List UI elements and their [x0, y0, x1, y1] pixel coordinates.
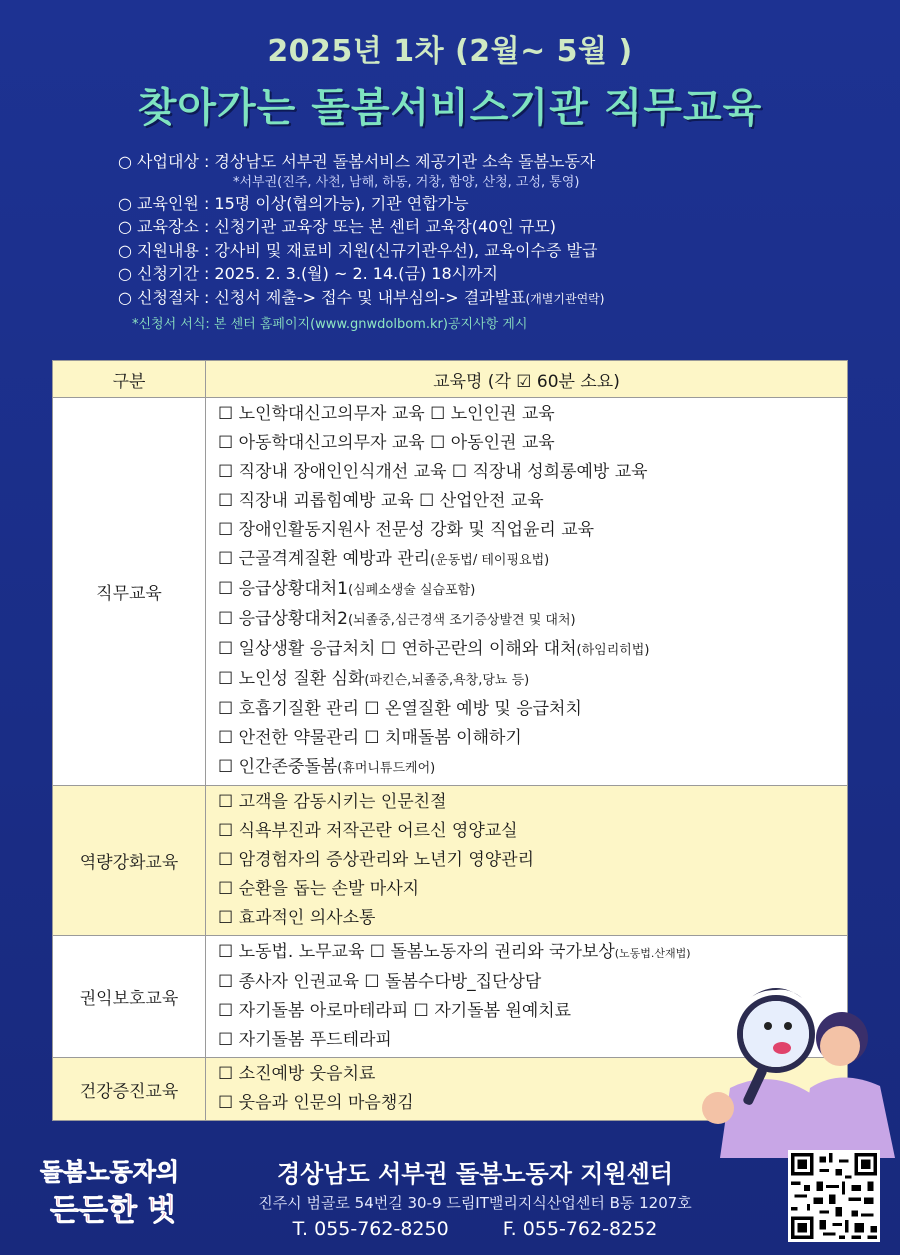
item-text: ☐ 근골격계질환 예방과 관리	[218, 549, 431, 569]
table-header-row	[53, 361, 848, 398]
item-text: ☐ 노동법. 노무교육 ☐ 돌봄노동자의 권리와 국가보상	[218, 942, 615, 962]
poster-subtitle: 2025년 1차 (2월~ 5월 )	[267, 34, 633, 69]
item-text: ☐ 응급상황대처2	[218, 609, 348, 629]
item-text: ☐ 응급상황대처1	[218, 579, 348, 599]
list-item	[218, 753, 847, 783]
list-item: ☐ 종사자 인권교육 ☐ 돌봄수다방_집단상담	[218, 972, 542, 992]
item-note: (뇌졸중,심근경색 조기증상발견 및 대처)	[348, 613, 576, 628]
item-text: ☐ 인간존중돌봄	[218, 757, 338, 777]
header-course: 교육명 (각 ☑ 60분 소요)	[206, 361, 848, 398]
footer-fax: F. 055-762-8252	[502, 1218, 658, 1240]
list-item	[218, 605, 847, 635]
footer-address: 진주시 범골로 54번길 30-9 드림IT밸리지식산업센터 B동 1207호	[258, 1194, 692, 1212]
info-target-note: *서부권(진주, 사천, 남해, 하동, 거창, 함양, 산청, 고성, 통영)	[233, 174, 580, 190]
list-item	[218, 665, 847, 695]
items-capacity	[206, 786, 848, 936]
list-item: ☐ 호흡기질환 관리 ☐ 온열질환 예방 및 응급처치	[218, 699, 582, 719]
logo-artwork	[32, 1140, 182, 1240]
item-note: (운동법/ 테이핑요법)	[430, 553, 550, 568]
qr-code-icon[interactable]	[788, 1150, 880, 1242]
form-note: *신청서 서식: 본 센터 홈페이지(www.gnwdolbom.kr)공지사항 게시	[132, 317, 528, 332]
info-people: ○ 교육인원 : 15명 이상(협의가능), 기관 연합가능	[118, 193, 469, 213]
center-logo	[32, 1140, 182, 1240]
list-item: ☐ 장애인활동지원사 전문성 강화 및 직업윤리 교육	[218, 520, 595, 540]
footer-tel: T. 055-762-8250	[292, 1218, 449, 1240]
list-item: ☐ 직장내 장애인인식개선 교육 ☐ 직장내 성희롱예방 교육	[218, 462, 648, 482]
list-item	[218, 545, 847, 575]
list-item	[218, 635, 847, 665]
logo-line1: 돌봄노동자의	[40, 1157, 180, 1186]
list-item	[218, 575, 847, 605]
info-procedure-note: (개별기관연락)	[525, 291, 605, 306]
list-item: ☐ 고객을 감동시키는 인문친절	[218, 792, 447, 812]
list-item	[218, 938, 847, 968]
logo-line2: 든든한 벗	[50, 1193, 177, 1228]
list-item: ☐ 웃음과 인문의 마음챙김	[218, 1093, 414, 1113]
footer-org: 경상남도 서부권 돌봄노동자 지원센터	[276, 1160, 673, 1188]
list-item: ☐ 암경험자의 증상관리와 노년기 영양관리	[218, 850, 535, 870]
list-item: ☐ 안전한 약물관리 ☐ 치매돌봄 이해하기	[218, 728, 522, 748]
info-target: ○ 사업대상 : 경상남도 서부권 돌봄서비스 제공기관 소속 돌봄노동자	[118, 152, 596, 171]
header-category: 구분	[53, 361, 206, 398]
list-item: ☐ 식욕부진과 저작곤란 어르신 영양교실	[218, 821, 518, 841]
item-note: (휴머니튜드케어)	[337, 761, 436, 776]
info-procedure	[118, 286, 878, 312]
list-item: ☐ 자기돌봄 푸드테라피	[218, 1030, 392, 1050]
info-procedure-text: ○ 신청절차 : 신청서 제출-> 접수 및 내부심의-> 결과발표	[118, 287, 526, 307]
category-health: 건강증진교육	[53, 1058, 206, 1121]
category-capacity: 역량강화교육	[53, 786, 206, 936]
item-note: (노동법.산재법)	[614, 947, 691, 960]
list-item: ☐ 아동학대신고의무자 교육 ☐ 아동인권 교육	[218, 433, 555, 453]
items-job	[206, 398, 848, 786]
section-job	[53, 398, 848, 786]
list-item: ☐ 자기돌봄 아로마테라피 ☐ 자기돌봄 원예치료	[218, 1001, 572, 1021]
list-item: ☐ 노인학대신고의무자 교육 ☐ 노인인권 교육	[218, 404, 555, 424]
footer-contact	[190, 1218, 760, 1240]
item-text: ☐ 노인성 질환 심화	[218, 669, 365, 689]
magnifier-person-illustration	[690, 968, 895, 1158]
section-capacity	[53, 786, 848, 936]
list-item: ☐ 직장내 괴롭힘예방 교육 ☐ 산업안전 교육	[218, 491, 544, 511]
item-note: (하임리히법)	[576, 643, 650, 658]
info-support: ○ 지원내용 : 강사비 및 재료비 지원(신규기관우선), 교육이수증 발급	[118, 240, 598, 260]
info-place: ○ 교육장소 : 신청기관 교육장 또는 본 센터 교육장(40인 규모)	[118, 217, 557, 236]
item-note: (파킨슨,뇌졸중,욕창,당뇨 등)	[364, 673, 530, 688]
info-block	[118, 150, 878, 337]
list-item: ☐ 순환을 돕는 손발 마사지	[218, 879, 420, 899]
item-text: ☐ 일상생활 응급처치 ☐ 연하곤란의 이해와 대처	[218, 639, 577, 659]
list-item: ☐ 소진예방 웃음치료	[218, 1064, 376, 1084]
item-note: (심폐소생술 실습포함)	[348, 583, 476, 598]
category-rights: 권익보호교육	[53, 936, 206, 1058]
poster-title: 찾아가는 돌봄서비스기관 직무교육	[137, 85, 763, 131]
list-item: ☐ 효과적인 의사소통	[218, 908, 376, 928]
category-job: 직무교육	[53, 398, 206, 786]
info-period: ○ 신청기간 : 2025. 2. 3.(월) ~ 2. 14.(금) 18시까지	[118, 264, 499, 283]
